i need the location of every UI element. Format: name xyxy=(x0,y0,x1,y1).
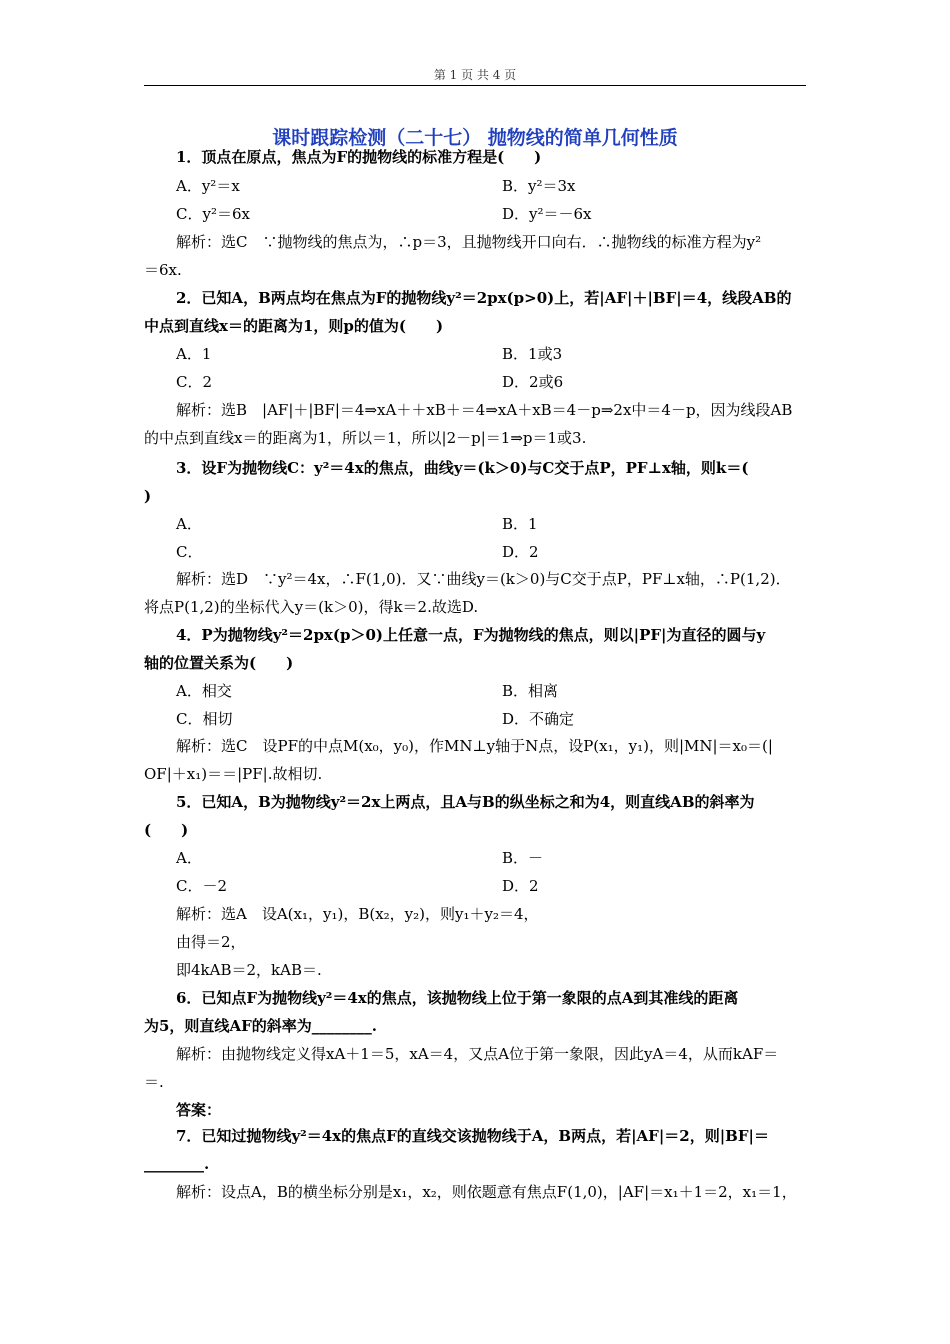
question-1: 1．顶点在原点，焦点为F的抛物线的标准方程是( ) xyxy=(176,148,542,166)
q1-option-d: D．y²＝－6x xyxy=(502,205,592,223)
q4-option-a: A．相交 xyxy=(176,682,232,700)
question-4: 4．P为抛物线y²＝2px(p＞0)上任意一点，F为抛物线的焦点，则以|PF|为直径的圆与y xyxy=(176,626,766,644)
question-6: 6．已知点F为抛物线y²＝4x的焦点，该抛物线上位于第一象限的点A到其准线的距离 xyxy=(176,989,739,1007)
q2-option-b: B．1或3 xyxy=(502,345,563,363)
q2-option-a: A．1 xyxy=(176,345,212,363)
header-rule xyxy=(144,85,806,86)
q4-option-b: B．相离 xyxy=(502,682,559,700)
q3-solution-cont: 将点P(1,2)的坐标代入y＝(k＞0)，得k＝2.故选D. xyxy=(144,598,479,616)
q2-solution: 解析：选B |AF|＋|BF|＝4⇒xA＋＋xB＋＝4⇒xA＋xB＝4－p⇒2x中＝4－p，因为线段AB xyxy=(176,401,793,419)
q4-option-c: C．相切 xyxy=(176,710,233,728)
question-3-cont: ) xyxy=(144,487,152,505)
q2-option-d: D．2或6 xyxy=(502,373,564,391)
question-3: 3．设F为抛物线C：y²＝4x的焦点，曲线y＝(k＞0)与C交于点P，PF⊥x轴，则k＝( xyxy=(176,459,749,477)
q5-solution: 解析：选A 设A(x₁，y₁)，B(x₂，y₂)，则y₁＋y₂＝4， xyxy=(176,905,539,923)
question-2-cont: 中点到直线x＝的距离为1，则p的值为( ) xyxy=(144,317,444,335)
q3-option-c: C． xyxy=(176,543,203,561)
question-2: 2．已知A，B两点均在焦点为F的抛物线y²＝2px(p>0)上，若|AF|＋|BF|＝4，线段AB的 xyxy=(176,289,792,307)
q5-solution-step3: 即4kAB＝2，kAB＝. xyxy=(176,961,322,979)
q6-solution: 解析：由抛物线定义得xA＋1＝5，xA＝4，又点A位于第一象限，因此yA＝4，从而kAF＝ xyxy=(176,1045,779,1063)
q6-answer: 答案： xyxy=(176,1101,222,1119)
q5-option-d: D．2 xyxy=(502,877,539,895)
q3-option-d: D．2 xyxy=(502,543,539,561)
q2-solution-cont: 的中点到直线x＝的距离为1，所以＝1，所以|2－p|＝1⇒p＝1或3. xyxy=(144,429,587,447)
page-header: 第 1 页 共 4 页 xyxy=(433,68,517,82)
q6-solution-cont: ＝. xyxy=(144,1073,164,1091)
question-5-cont: ( ) xyxy=(144,821,189,839)
question-7: 7．已知过抛物线y²＝4x的焦点F的直线交该抛物线于A，B两点，若|AF|＝2，则|BF|＝ xyxy=(176,1127,769,1145)
q5-option-a: A． xyxy=(176,849,202,867)
q1-option-c: C．y²＝6x xyxy=(176,205,250,223)
q3-solution: 解析：选D ∵y²＝4x，∴F(1,0)．又∵曲线y＝(k＞0)与C交于点P，PF⊥x轴，∴P(1,2)． xyxy=(176,570,791,588)
question-7-cont: ________. xyxy=(144,1155,210,1173)
q5-option-b: B．－ xyxy=(502,849,544,867)
q3-option-b: B．1 xyxy=(502,515,538,533)
q1-solution: 解析：选C ∵抛物线的焦点为，∴p＝3，且抛物线开口向右．∴抛物线的标准方程为y² xyxy=(176,233,762,251)
question-6-cont: 为5，则直线AF的斜率为________. xyxy=(144,1017,377,1035)
q1-option-b: B．y²＝3x xyxy=(502,177,576,195)
q5-option-c: C．－2 xyxy=(176,877,228,895)
page-title: 课时跟踪检测（二十七） 抛物线的简单几何性质 xyxy=(272,127,678,149)
q1-solution-cont: ＝6x. xyxy=(144,261,182,279)
q7-solution: 解析：设点A，B的横坐标分别是x₁，x₂，则依题意有焦点F(1,0)，|AF|＝x₁＋1＝2，x₁＝1， xyxy=(176,1183,797,1201)
question-4-cont: 轴的位置关系为( ) xyxy=(144,654,294,672)
q3-option-a: A． xyxy=(176,515,202,533)
q4-solution-cont: OF|＋x₁)＝＝|PF|.故相切. xyxy=(144,765,323,783)
q5-solution-step2: 由得＝2， xyxy=(176,933,246,951)
q4-option-d: D．不确定 xyxy=(502,710,575,728)
q2-option-c: C．2 xyxy=(176,373,213,391)
q1-option-a: A．y²＝x xyxy=(176,177,240,195)
question-5: 5．已知A，B为抛物线y²＝2x上两点，且A与B的纵坐标之和为4，则直线AB的斜率为 xyxy=(176,793,755,811)
q4-solution: 解析：选C 设PF的中点M(x₀，y₀)，作MN⊥y轴于N点，设P(x₁，y₁)，则|MN|＝x₀＝(| xyxy=(176,737,773,755)
